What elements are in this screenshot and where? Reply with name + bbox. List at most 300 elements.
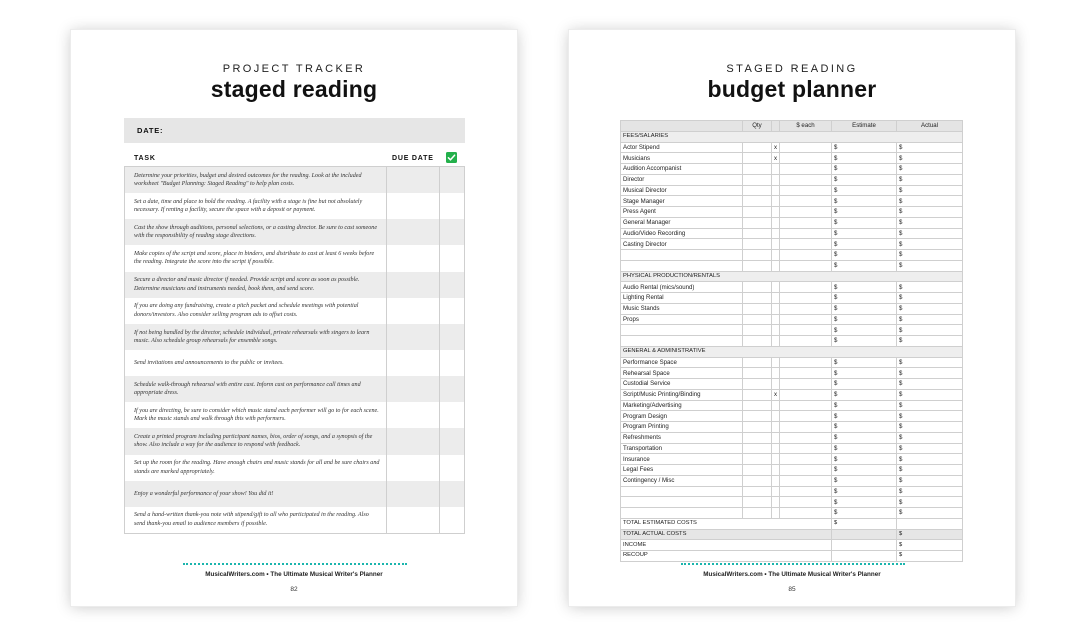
- multiply-sign: [772, 325, 780, 336]
- multiply-sign: [772, 475, 780, 486]
- each-cell[interactable]: [780, 389, 832, 400]
- each-cell[interactable]: [780, 454, 832, 465]
- estimate-cell[interactable]: $: [832, 142, 897, 153]
- actual-cell[interactable]: $: [897, 196, 963, 207]
- item-label: Musicians: [621, 153, 743, 164]
- checkmark-icon: [446, 152, 457, 163]
- actual-cell[interactable]: $: [897, 325, 963, 336]
- qty-cell[interactable]: [743, 196, 772, 207]
- multiply-sign: [772, 164, 780, 175]
- multiply-column-header: [772, 121, 780, 132]
- budget-section-row: [621, 346, 963, 357]
- actual-cell[interactable]: $: [897, 497, 963, 508]
- budget-item-row: [621, 389, 963, 400]
- budget-item-row: [621, 282, 963, 293]
- budget-item-row: [621, 153, 963, 164]
- item-label: Program Printing: [621, 422, 743, 433]
- each-cell[interactable]: [780, 196, 832, 207]
- qty-cell[interactable]: [743, 228, 772, 239]
- actual-total-cell[interactable]: [897, 518, 963, 529]
- budget-item-row: [621, 454, 963, 465]
- task-row: [125, 428, 464, 454]
- estimate-cell[interactable]: $: [832, 303, 897, 314]
- actual-cell[interactable]: $: [897, 443, 963, 454]
- estimate-cell[interactable]: $: [832, 465, 897, 476]
- actual-cell[interactable]: $: [897, 357, 963, 368]
- qty-cell[interactable]: [743, 497, 772, 508]
- task-row: [125, 402, 464, 428]
- task-description: If you are doing any fundraising, create a pitch packet and schedule meetings with potential donors/investors. Also consider selling program ads to offset costs.: [134, 303, 359, 318]
- item-label: Performance Space: [621, 357, 743, 368]
- budget-item-row: [621, 325, 963, 336]
- budget-section-row: [621, 131, 963, 142]
- each-cell[interactable]: [780, 239, 832, 250]
- each-cell[interactable]: [780, 174, 832, 185]
- due-date-cell[interactable]: [386, 376, 439, 402]
- each-cell[interactable]: [780, 293, 832, 304]
- item-label: [621, 497, 743, 508]
- estimate-cell[interactable]: $: [832, 228, 897, 239]
- task-row: [125, 167, 464, 193]
- budget-item-row: [621, 508, 963, 519]
- qty-cell[interactable]: [743, 379, 772, 390]
- multiply-sign: [772, 185, 780, 196]
- done-checkbox-cell[interactable]: [439, 455, 464, 481]
- actual-cell[interactable]: $: [897, 153, 963, 164]
- actual-cell[interactable]: $: [897, 422, 963, 433]
- done-checkbox-cell[interactable]: [439, 167, 464, 193]
- qty-cell[interactable]: [743, 293, 772, 304]
- actual-cell[interactable]: $: [897, 336, 963, 347]
- item-label: Audition Accompanist: [621, 164, 743, 175]
- done-checkbox-cell[interactable]: [439, 324, 464, 350]
- each-cell[interactable]: [780, 207, 832, 218]
- actual-cell[interactable]: $: [897, 228, 963, 239]
- date-field[interactable]: [124, 118, 465, 143]
- each-cell[interactable]: [780, 164, 832, 175]
- due-date-cell[interactable]: [386, 298, 439, 324]
- done-checkbox-cell[interactable]: [439, 350, 464, 376]
- multiply-sign: [772, 400, 780, 411]
- multiply-sign: [772, 497, 780, 508]
- multiply-sign: [772, 174, 780, 185]
- estimate-cell[interactable]: $: [832, 379, 897, 390]
- actual-cell[interactable]: $: [897, 454, 963, 465]
- estimate-cell[interactable]: $: [832, 217, 897, 228]
- estimate-cell[interactable]: $: [832, 153, 897, 164]
- estimate-cell[interactable]: $: [832, 314, 897, 325]
- estimate-total-cell[interactable]: [832, 529, 897, 540]
- each-cell[interactable]: [780, 153, 832, 164]
- item-label: Rehearsal Space: [621, 368, 743, 379]
- qty-cell[interactable]: [743, 153, 772, 164]
- budget-item-row: [621, 250, 963, 261]
- estimate-cell[interactable]: $: [832, 475, 897, 486]
- item-label: Contingency / Misc: [621, 475, 743, 486]
- qty-cell[interactable]: [743, 475, 772, 486]
- each-cell[interactable]: [780, 142, 832, 153]
- budget-header-row: [621, 121, 963, 132]
- estimate-cell[interactable]: $: [832, 443, 897, 454]
- section-label: GENERAL & ADMINISTRATIVE: [621, 346, 963, 357]
- qty-cell[interactable]: [743, 443, 772, 454]
- budget-item-row: [621, 174, 963, 185]
- actual-cell[interactable]: $: [897, 314, 963, 325]
- task-row: [125, 245, 464, 271]
- qty-cell[interactable]: [743, 185, 772, 196]
- budget-item-row: [621, 432, 963, 443]
- actual-cell[interactable]: $: [897, 250, 963, 261]
- estimate-column-header: Estimate: [832, 121, 897, 132]
- task-row: [125, 376, 464, 402]
- budget-item-row: [621, 164, 963, 175]
- due-date-cell[interactable]: [386, 245, 439, 271]
- estimate-cell[interactable]: $: [832, 454, 897, 465]
- done-checkbox-cell[interactable]: [439, 507, 464, 533]
- done-checkbox-cell[interactable]: [439, 298, 464, 324]
- dotted-divider: [681, 563, 905, 565]
- done-checkbox-cell[interactable]: [439, 481, 464, 507]
- estimate-total-cell[interactable]: [832, 551, 897, 562]
- estimate-cell[interactable]: $: [832, 185, 897, 196]
- due-date-cell[interactable]: [386, 193, 439, 219]
- multiply-sign: [772, 260, 780, 271]
- page-title: staged reading: [210, 76, 378, 102]
- multiply-sign: [772, 303, 780, 314]
- actual-cell[interactable]: $: [897, 217, 963, 228]
- item-label: Program Design: [621, 411, 743, 422]
- multiply-sign: [772, 454, 780, 465]
- each-cell[interactable]: [780, 260, 832, 271]
- budget-item-row: [621, 142, 963, 153]
- due-date-cell[interactable]: [386, 167, 439, 193]
- qty-cell[interactable]: [743, 368, 772, 379]
- budget-item-row: [621, 228, 963, 239]
- budget-item-row: [621, 217, 963, 228]
- actual-cell[interactable]: $: [897, 293, 963, 304]
- done-checkbox-cell[interactable]: [439, 376, 464, 402]
- item-label: Lighting Rental: [621, 293, 743, 304]
- item-label: Transportation: [621, 443, 743, 454]
- qty-cell[interactable]: [743, 174, 772, 185]
- item-label: [621, 336, 743, 347]
- budget-item-row: [621, 368, 963, 379]
- each-cell[interactable]: [780, 217, 832, 228]
- item-label: General Manager: [621, 217, 743, 228]
- estimate-cell[interactable]: $: [832, 282, 897, 293]
- dotted-divider: [183, 563, 407, 565]
- each-cell[interactable]: [780, 303, 832, 314]
- item-label: Actor Stipend: [621, 142, 743, 153]
- actual-cell[interactable]: $: [897, 174, 963, 185]
- estimate-cell[interactable]: $: [832, 239, 897, 250]
- actual-cell[interactable]: $: [897, 260, 963, 271]
- task-row: [125, 272, 464, 298]
- done-checkbox-cell[interactable]: [439, 428, 464, 454]
- estimate-cell[interactable]: $: [832, 400, 897, 411]
- multiply-sign: [772, 336, 780, 347]
- multiply-sign: [772, 379, 780, 390]
- done-checkbox-cell[interactable]: [439, 245, 464, 271]
- qty-cell[interactable]: [743, 325, 772, 336]
- each-cell[interactable]: [780, 486, 832, 497]
- actual-cell[interactable]: $: [897, 164, 963, 175]
- item-label: Audio Rental (mics/sound): [621, 282, 743, 293]
- qty-cell[interactable]: [743, 282, 772, 293]
- multiply-sign: [772, 250, 780, 261]
- section-label: PHYSICAL PRODUCTION/RENTALS: [621, 271, 963, 282]
- each-cell[interactable]: [780, 432, 832, 443]
- item-label: Casting Director: [621, 239, 743, 250]
- budget-table: [620, 120, 963, 562]
- each-cell[interactable]: [780, 475, 832, 486]
- task-row: [125, 481, 464, 507]
- actual-cell[interactable]: $: [897, 389, 963, 400]
- qty-cell[interactable]: [743, 400, 772, 411]
- qty-cell[interactable]: [743, 217, 772, 228]
- multiply-sign: [772, 282, 780, 293]
- task-description: Cast the show through auditions, personal selections, or a casting director. Be sure to cast someone with the responsibility of reading stage directions.: [134, 224, 378, 240]
- each-cell[interactable]: [780, 497, 832, 508]
- due-date-cell[interactable]: [386, 507, 439, 533]
- task-row: [125, 193, 464, 219]
- done-checkbox-cell[interactable]: [439, 219, 464, 245]
- item-label: [621, 508, 743, 519]
- date-label: DATE:: [137, 126, 164, 135]
- qty-cell[interactable]: [743, 508, 772, 519]
- total-label: TOTAL ESTIMATED COSTS: [621, 518, 832, 529]
- budget-item-row: [621, 260, 963, 271]
- due-date-cell[interactable]: [386, 481, 439, 507]
- each-cell[interactable]: [780, 314, 832, 325]
- total-label: RECOUP: [621, 551, 832, 562]
- estimate-cell[interactable]: $: [832, 293, 897, 304]
- estimate-cell[interactable]: $: [832, 325, 897, 336]
- qty-cell[interactable]: [743, 303, 772, 314]
- estimate-cell[interactable]: $: [832, 497, 897, 508]
- estimate-cell[interactable]: $: [832, 260, 897, 271]
- actual-total-cell[interactable]: $: [897, 540, 963, 551]
- budget-section-row: [621, 271, 963, 282]
- actual-cell[interactable]: $: [897, 486, 963, 497]
- done-checkbox-cell[interactable]: [439, 193, 464, 219]
- multiply-sign: [772, 228, 780, 239]
- multiply-sign: [772, 443, 780, 454]
- actual-cell[interactable]: $: [897, 400, 963, 411]
- estimate-cell[interactable]: $: [832, 389, 897, 400]
- qty-cell[interactable]: [743, 314, 772, 325]
- multiply-sign: x: [772, 153, 780, 164]
- budget-total-row: [621, 529, 963, 540]
- item-label: Audio/Video Recording: [621, 228, 743, 239]
- qty-cell[interactable]: [743, 260, 772, 271]
- each-cell[interactable]: [780, 508, 832, 519]
- task-table: [124, 166, 465, 534]
- qty-cell[interactable]: [743, 411, 772, 422]
- actual-total-cell[interactable]: $: [897, 551, 963, 562]
- estimate-total-cell[interactable]: [832, 540, 897, 551]
- due-date-cell[interactable]: [386, 219, 439, 245]
- item-label: Musical Director: [621, 185, 743, 196]
- estimate-cell[interactable]: $: [832, 164, 897, 175]
- qty-cell[interactable]: [743, 250, 772, 261]
- qty-cell[interactable]: [743, 164, 772, 175]
- item-label: Press Agent: [621, 207, 743, 218]
- multiply-sign: [772, 357, 780, 368]
- qty-cell[interactable]: [743, 454, 772, 465]
- due-date-cell[interactable]: [386, 350, 439, 376]
- item-label: Custodial Service: [621, 379, 743, 390]
- estimate-cell[interactable]: $: [832, 432, 897, 443]
- done-checkbox-cell[interactable]: [439, 272, 464, 298]
- actual-column-header: Actual: [897, 121, 963, 132]
- actual-cell[interactable]: $: [897, 207, 963, 218]
- due-date-cell[interactable]: [386, 428, 439, 454]
- task-row: [125, 298, 464, 324]
- task-description: Send invitations and announcements to the public or invitees.: [134, 359, 284, 366]
- qty-column-header: Qty: [743, 121, 772, 132]
- each-column-header: $ each: [780, 121, 832, 132]
- task-description: If not being handled by the director, schedule individual, private rehearsals with singers to learn music. Also schedule group rehearsals for ensemble songs.: [134, 329, 370, 344]
- task-description: Schedule walk-through rehearsal with entire cast. Inform cast on performance call times and appropriate dress.: [134, 381, 361, 397]
- task-description: Set a date, time and place to hold the reading. A facility with a stage is fine but not absolutely necessary. If renting a facility, secure the space with a deposit or payment.: [134, 198, 363, 214]
- page-number: 85: [788, 586, 796, 593]
- multiply-sign: x: [772, 142, 780, 153]
- actual-cell[interactable]: $: [897, 379, 963, 390]
- due-date-cell[interactable]: [386, 455, 439, 481]
- estimate-cell[interactable]: $: [832, 422, 897, 433]
- budget-item-row: [621, 400, 963, 411]
- each-cell[interactable]: [780, 443, 832, 454]
- qty-cell[interactable]: [743, 336, 772, 347]
- due-date-cell[interactable]: [386, 324, 439, 350]
- done-checkbox-cell[interactable]: [439, 402, 464, 428]
- page-title: budget planner: [707, 76, 877, 102]
- estimate-cell[interactable]: $: [832, 357, 897, 368]
- budget-item-row: [621, 303, 963, 314]
- budget-item-row: [621, 465, 963, 476]
- estimate-cell[interactable]: $: [832, 207, 897, 218]
- qty-cell[interactable]: [743, 142, 772, 153]
- multiply-sign: [772, 432, 780, 443]
- item-label: Music Stands: [621, 303, 743, 314]
- multiply-sign: [772, 486, 780, 497]
- multiply-sign: [772, 368, 780, 379]
- budget-item-row: [621, 497, 963, 508]
- each-cell[interactable]: [780, 400, 832, 411]
- budget-item-row: [621, 379, 963, 390]
- multiply-sign: [772, 508, 780, 519]
- actual-cell[interactable]: $: [897, 239, 963, 250]
- estimate-cell[interactable]: $: [832, 174, 897, 185]
- each-cell[interactable]: [780, 411, 832, 422]
- budget-total-row: [621, 540, 963, 551]
- page-kicker: PROJECT TRACKER: [222, 63, 366, 75]
- task-row: [125, 219, 464, 245]
- actual-cell[interactable]: $: [897, 303, 963, 314]
- due-date-cell[interactable]: [386, 272, 439, 298]
- each-cell[interactable]: [780, 465, 832, 476]
- item-label: Stage Manager: [621, 196, 743, 207]
- multiply-sign: [772, 196, 780, 207]
- each-cell[interactable]: [780, 368, 832, 379]
- each-cell[interactable]: [780, 185, 832, 196]
- actual-cell[interactable]: $: [897, 411, 963, 422]
- qty-cell[interactable]: [743, 422, 772, 433]
- each-cell[interactable]: [780, 250, 832, 261]
- estimate-cell[interactable]: $: [832, 368, 897, 379]
- task-description: Set up the room for the reading. Have enough chairs and music stands for all and be sure chairs and stands are marked appropriately.: [134, 460, 380, 475]
- each-cell[interactable]: [780, 336, 832, 347]
- estimate-cell[interactable]: $: [832, 411, 897, 422]
- page-kicker: STAGED READING: [726, 63, 858, 75]
- item-label: Marketing/Advertising: [621, 400, 743, 411]
- qty-cell[interactable]: [743, 207, 772, 218]
- due-date-column-header: DUE DATE: [392, 155, 434, 162]
- estimate-cell[interactable]: $: [832, 336, 897, 347]
- item-label: Script/Music Printing/Binding: [621, 389, 743, 400]
- each-cell[interactable]: [780, 357, 832, 368]
- actual-cell[interactable]: $: [897, 282, 963, 293]
- budget-item-row: [621, 411, 963, 422]
- item-label: [621, 260, 743, 271]
- qty-cell[interactable]: [743, 486, 772, 497]
- actual-cell[interactable]: $: [897, 185, 963, 196]
- actual-cell[interactable]: $: [897, 142, 963, 153]
- each-cell[interactable]: [780, 422, 832, 433]
- estimate-cell[interactable]: $: [832, 250, 897, 261]
- each-cell[interactable]: [780, 228, 832, 239]
- qty-cell[interactable]: [743, 389, 772, 400]
- item-label: Props: [621, 314, 743, 325]
- multiply-sign: [772, 314, 780, 325]
- estimate-cell[interactable]: $: [832, 508, 897, 519]
- each-cell[interactable]: [780, 379, 832, 390]
- budget-planner-page: [569, 30, 1015, 606]
- each-cell[interactable]: [780, 282, 832, 293]
- task-row: [125, 350, 464, 376]
- multiply-sign: [772, 422, 780, 433]
- multiply-sign: [772, 411, 780, 422]
- actual-cell[interactable]: $: [897, 475, 963, 486]
- estimate-total-cell[interactable]: $: [832, 518, 897, 529]
- budget-item-row: [621, 486, 963, 497]
- actual-cell[interactable]: $: [897, 508, 963, 519]
- task-description: Create a printed program including participant names, bios, order of songs, and a synopsis of the show. Also include a way for the audience to respond with feedback.: [134, 434, 373, 449]
- page-number: 82: [290, 586, 298, 593]
- actual-cell[interactable]: $: [897, 465, 963, 476]
- actual-cell[interactable]: $: [897, 432, 963, 443]
- qty-cell[interactable]: [743, 465, 772, 476]
- task-description: Determine your priorities, budget and desired outcomes for the reading. Look at the included worksheet "Budget Planning: Staged Reading" to help plan costs.: [134, 172, 362, 188]
- budget-item-row: [621, 475, 963, 486]
- actual-cell[interactable]: $: [897, 368, 963, 379]
- item-label: Director: [621, 174, 743, 185]
- each-cell[interactable]: [780, 325, 832, 336]
- actual-total-cell[interactable]: $: [897, 529, 963, 540]
- task-row: [125, 455, 464, 481]
- qty-cell[interactable]: [743, 239, 772, 250]
- section-label: FEES/SALARIES: [621, 131, 963, 142]
- due-date-cell[interactable]: [386, 402, 439, 428]
- qty-cell[interactable]: [743, 432, 772, 443]
- qty-cell[interactable]: [743, 357, 772, 368]
- budget-item-row: [621, 422, 963, 433]
- estimate-cell[interactable]: $: [832, 486, 897, 497]
- estimate-cell[interactable]: $: [832, 196, 897, 207]
- multiply-sign: [772, 465, 780, 476]
- item-label: [621, 250, 743, 261]
